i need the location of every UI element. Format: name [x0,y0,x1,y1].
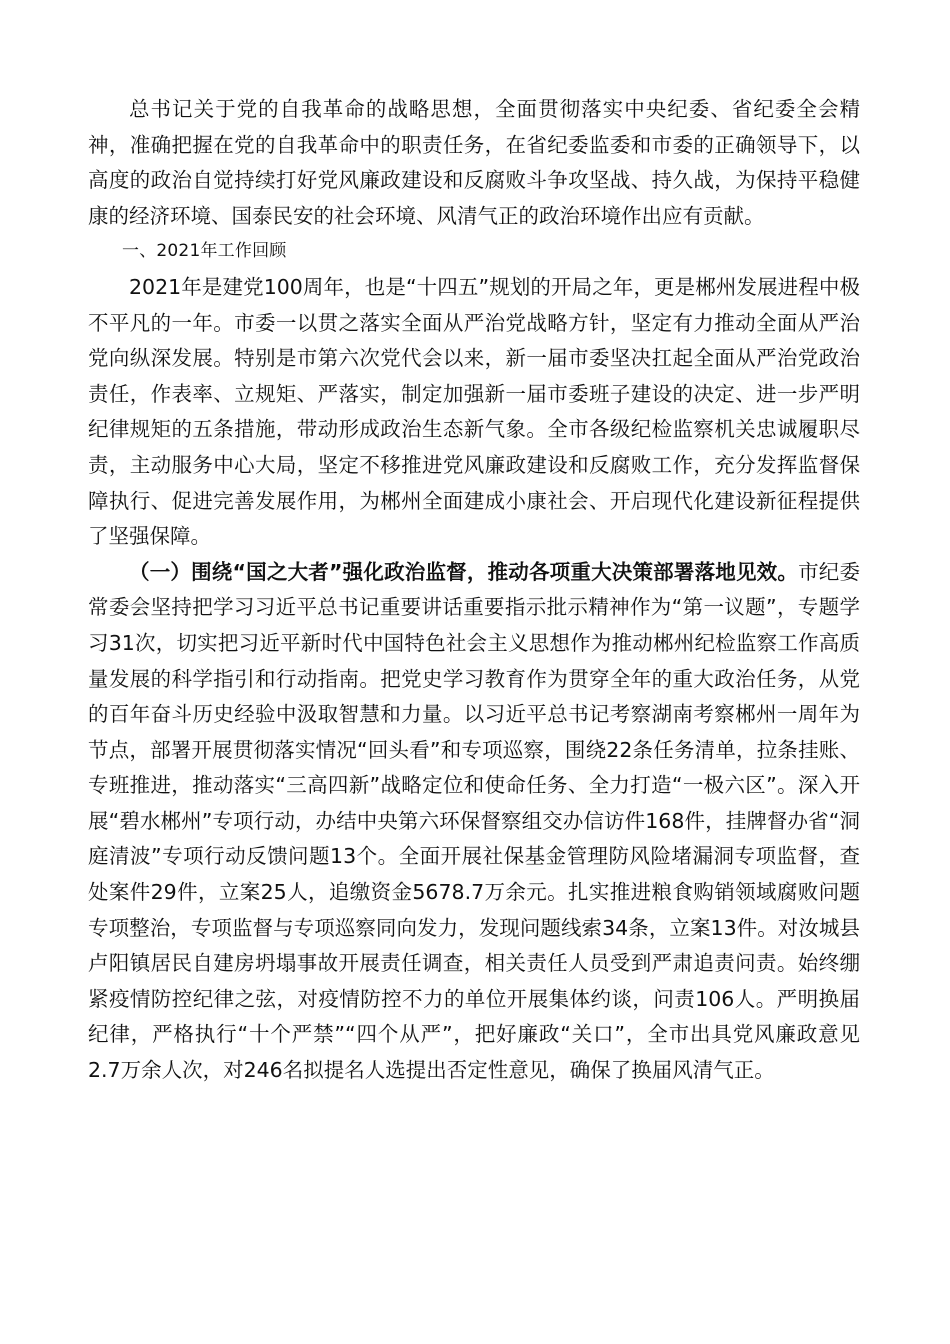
section-heading: 一、2021年工作回顾 [122,241,287,262]
review-paragraph: 2021年是建党100周年，也是“十四五”规划的开局之年，更是郴州发展进程中极不平凡的一年。市委一以贯之落实全面从严治党战略方针，坚定有力推动全面从严治党向纵深发展。特别是市第六次党代会以来，新一届市委坚决扛起全面从严治党政治责任，作表率、立规矩、严落实，制定加强新一届市委班子建设的决定、进一步严明纪律规矩的五条措施，带动形成政治生态新气象。全市各级纪检监察机关忠诚履职尽责，主动服务中心大局，坚定不移推进党风廉政建设和反腐败工作，充分发挥监督保障执行、促进完善发展作用，为郴州全面建成小康社会、开启现代化建设新征程提供了坚强保障。 [88,274,860,549]
subsection-body: 市纪委常委会坚持把学习习近平总书记重要讲话重要指示批示精神作为“第一议题”，专题学习31次，切实把习近平新时代中国特色社会主义思想作为推动郴州纪检监察工作高质量发展的科学指引和行动指南。把党史学习教育作为贯穿全年的重大政治任务，从党的百年奋斗历史经验中汲取智慧和力量。以习近平总书记考察湖南考察郴州一周年为节点，部署开展贯彻落实情况“回头看”和专项巡察，围绕22条任务清单，拉条挂账、专班推进，推动落实“三高四新”战略定位和使命任务、全力打造“一极六区”。深入开展“碧水郴州”专项行动，办结中央第六环保督察组交办信访件168件，挂牌督办省“洞庭清波”专项行动反馈问题13个。全面开展社保基金管理防风险堵漏洞专项监督，查处案件29件，立案25人，追缴资金5678.7万余元。扎实推进粮食购销领域腐败问题专项整治，专项监督与专项巡察同向发力，发现问题线索34条，立案13件。对汝城县卢阳镇居民自建房坍塌事故开展责任调查，相关责任人员受到严肃追责问责。始终绷紧疫情防控纪律之弦，对疫情防控不力的单位开展集体约谈，问责106人。严明换届纪律，严格执行“十个严禁”“四个从严”，把好廉政“关口”，全市出具党风廉政意见2.7万余人次，对246名拟提名人选提出否定性意见，确保了换届风清气正。 [88,559,860,1083]
intro-paragraph: 总书记关于党的自我革命的战略思想，全面贯彻落实中央纪委、省纪委全会精神，准确把握在党的自我革命中的职责任务，在省纪委监委和市委的正确领导下，以高度的政治自觉持续打好党风廉政建设和反腐败斗争攻坚战、持久战，为保持平稳健康的经济环境、国泰民安的社会环境、风清气正的政治环境作出应有贡献。 [88,97,860,228]
subsection-title: （一）围绕“国之大者”强化政治监督，推动各项重大决策部署落地见效。 [129,559,799,584]
document-body [88,92,860,1089]
subsection-paragraph [88,555,860,1089]
